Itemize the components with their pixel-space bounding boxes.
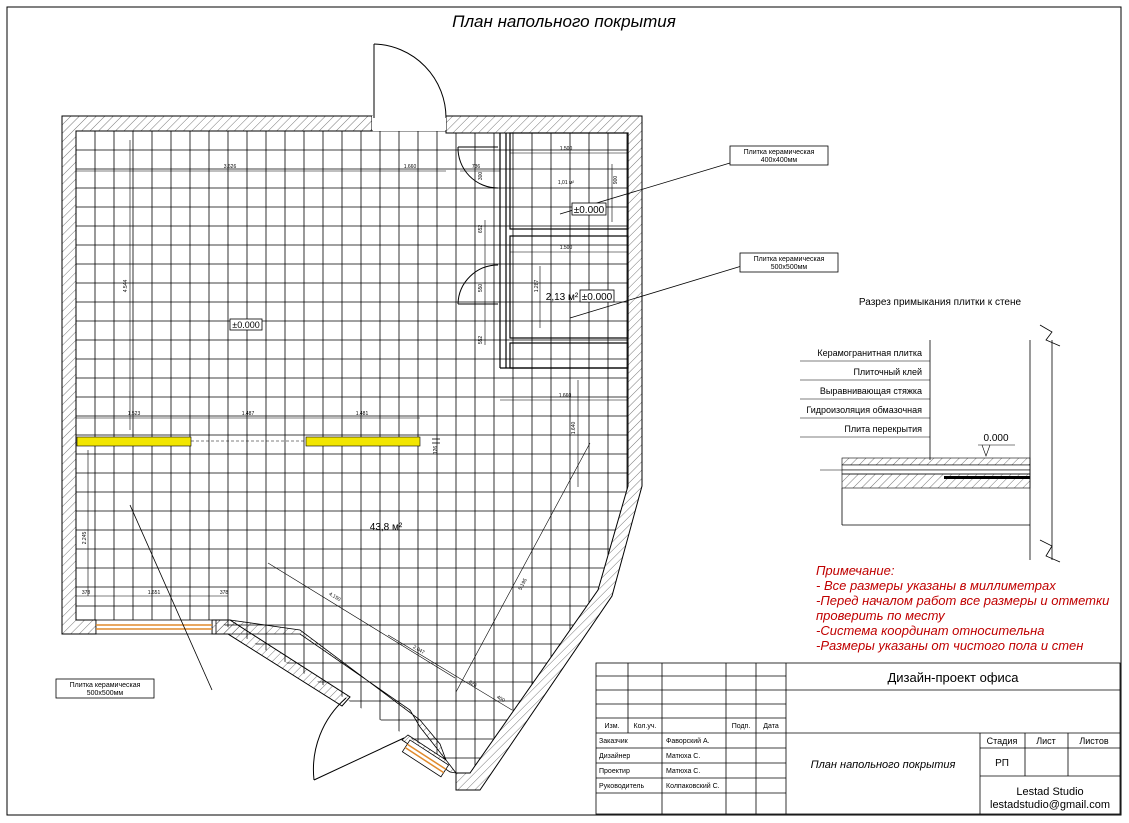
section-level: 0.000: [983, 433, 1009, 444]
stage-value: РП: [995, 758, 1009, 769]
accent-band-right: [306, 437, 420, 446]
svg-text:Кол.уч.: Кол.уч.: [633, 723, 657, 730]
svg-text:300: 300: [478, 171, 484, 181]
svg-text:- Все размеры указаны в миллим: - Все размеры указаны в миллиметрах: [816, 578, 1056, 593]
svg-text:Фаворский А.: Фаворский А.: [666, 738, 710, 745]
svg-text:400х400мм: 400х400мм: [760, 157, 798, 164]
svg-text:652: 652: [478, 224, 484, 234]
svg-text:378: 378: [219, 590, 229, 596]
level-mark-room-b: ±0.000: [581, 292, 613, 303]
svg-text:Плитка керамическая: Плитка керамическая: [69, 682, 141, 689]
room-b-area: 2,13 м²: [545, 292, 579, 303]
accent-band-left: [77, 437, 191, 446]
svg-text:Подп.: Подп.: [731, 723, 751, 730]
svg-text:Плитка керамическая: Плитка керамическая: [753, 256, 825, 263]
entrance-door: [372, 44, 446, 130]
svg-text:2.245: 2.245: [82, 531, 88, 545]
sheet-label: Лист: [1036, 736, 1056, 746]
svg-text:500х500мм: 500х500мм: [86, 690, 124, 697]
svg-text:Колпаковский С.: Колпаковский С.: [666, 783, 720, 790]
tile-label-500-wetroom: [740, 253, 838, 272]
sheets-label: Листов: [1079, 736, 1109, 746]
svg-text:126: 126: [433, 445, 439, 455]
svg-text:Примечание:: Примечание:: [816, 563, 895, 578]
layer-label-2: Выравнивающая стяжка: [819, 386, 922, 396]
svg-text:Матюха С.: Матюха С.: [666, 753, 701, 760]
svg-text:-Система координат относительн: -Система координат относительна: [816, 623, 1045, 638]
svg-text:проверить по месту: проверить по месту: [816, 608, 945, 623]
floor-plan: [56, 44, 838, 790]
svg-text:400: 400: [495, 694, 506, 704]
svg-text:Плитка керамическая: Плитка керамическая: [743, 149, 815, 156]
tile-label-500-main: [56, 679, 154, 698]
layer-labels: [800, 348, 930, 437]
svg-text:Дизайнер: Дизайнер: [599, 753, 631, 760]
layer-label-3: Гидроизоляция обмазочная: [806, 405, 922, 415]
svg-text:1.660: 1.660: [558, 393, 572, 399]
bottom-door: [313, 698, 404, 780]
level-mark-room-a: ±0.000: [573, 205, 605, 216]
svg-text:Изм.: Изм.: [604, 723, 620, 730]
svg-text:1.500: 1.500: [559, 146, 573, 152]
layer-label-0: Керамогранитная плитка: [817, 348, 922, 358]
notes: [816, 563, 1109, 653]
svg-text:2.047: 2.047: [411, 644, 426, 656]
svg-text:4.544: 4.544: [123, 279, 129, 293]
svg-text:1.487: 1.487: [241, 411, 255, 417]
svg-text:1.481: 1.481: [355, 411, 369, 417]
main-room-area: 43,8 м²: [369, 522, 403, 533]
section-detail: [800, 297, 1060, 562]
svg-text:1.287: 1.287: [534, 279, 540, 293]
svg-text:Руководитель: Руководитель: [599, 783, 645, 790]
svg-text:1.660: 1.660: [403, 164, 417, 170]
svg-text:900: 900: [613, 175, 619, 185]
layer-label-1: Плиточный клей: [853, 367, 922, 377]
project-name: Дизайн-проект офиса: [887, 670, 1019, 685]
svg-text:Дата: Дата: [763, 723, 779, 730]
studio-email: lestadstudio@gmail.com: [990, 799, 1110, 811]
tile-label-400: [730, 146, 828, 165]
svg-text:378: 378: [81, 590, 91, 596]
svg-text:4.150: 4.150: [327, 591, 342, 603]
layer-label-4: Плита перекрытия: [844, 424, 922, 434]
level-mark-main: ±0.000: [232, 320, 260, 330]
drawing-title: План напольного покрытия: [452, 12, 676, 31]
svg-text:1,01 м²: 1,01 м²: [557, 180, 575, 186]
svg-text:Проектир: Проектир: [599, 768, 630, 775]
sheet-name: План напольного покрытия: [810, 759, 956, 771]
svg-text:1.500: 1.500: [559, 245, 573, 251]
svg-text:5.195: 5.195: [517, 577, 529, 592]
svg-text:1.523: 1.523: [127, 411, 141, 417]
studio-name: Lestad Studio: [1016, 786, 1084, 798]
svg-text:1.651: 1.651: [147, 590, 161, 596]
section-title: Разрез примыкания плитки к стене: [858, 297, 1022, 308]
svg-text:500х500мм: 500х500мм: [770, 264, 808, 271]
svg-text:626: 626: [467, 679, 478, 689]
svg-text:-Перед началом работ все разме: -Перед началом работ все размеры и отметки: [816, 593, 1110, 608]
leader-lines: [127, 163, 745, 690]
svg-text:-Размеры указаны от чистого по: -Размеры указаны от чистого пола и стен: [816, 638, 1084, 653]
svg-text:552: 552: [478, 335, 484, 345]
svg-text:Заказчик: Заказчик: [599, 738, 628, 745]
svg-text:3.626: 3.626: [223, 164, 237, 170]
stage-label: Стадия: [986, 736, 1018, 746]
svg-text:1.640: 1.640: [571, 421, 577, 435]
svg-text:736: 736: [471, 164, 481, 170]
svg-text:Матюха С.: Матюха С.: [666, 768, 701, 775]
svg-text:550: 550: [478, 283, 484, 293]
